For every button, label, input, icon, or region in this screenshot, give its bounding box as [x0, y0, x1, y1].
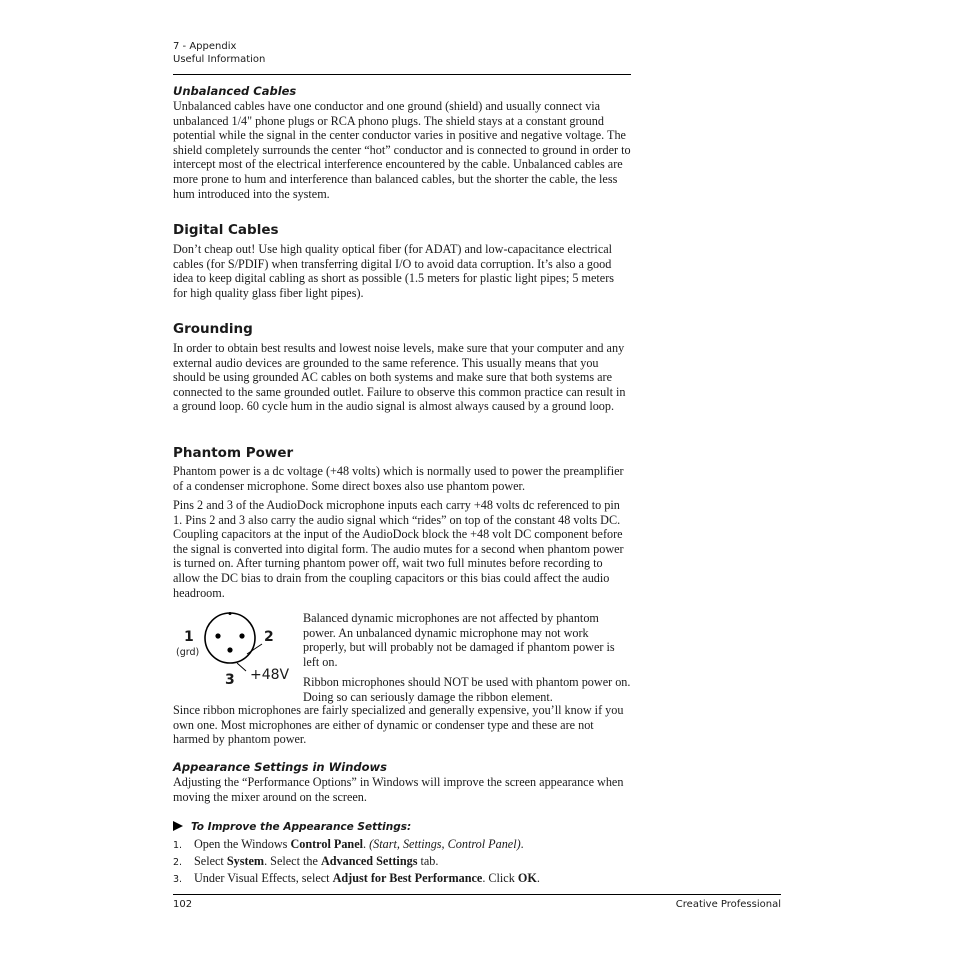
- appearance-body: Adjusting the “Performance Options” in Windows will improve the screen appearance when moving the mixer around on the screen.: [173, 775, 624, 804]
- step-italic-text: (Start, Settings, Control Panel): [369, 837, 521, 851]
- phantom-heading: Phantom Power: [173, 445, 294, 461]
- grounding-body: In order to obtain best results and lowest noise levels, make sure that your computer and any external audio devices are grounded to the same reference. This usually means that you should be using grounded AC cables on both systems and make sure that both systems are connected to the same grounded outlet. Failure to observe this common practice can result in a ground loop. 60 cycle hum in the audio signal is almost always caused by a ground loop.: [173, 341, 626, 414]
- step-bold-text: Adjust for Best Performance: [332, 871, 483, 885]
- step-text: Select: [194, 854, 227, 868]
- step-text: Open the Windows: [194, 837, 291, 851]
- list-item: [173, 871, 540, 887]
- list-item: [173, 854, 438, 870]
- procedure-heading: [173, 820, 411, 834]
- phantom-p4a: Ribbon microphones should NOT be used with phantom power on. Doing so can seriously damage the ribbon element.: [303, 675, 631, 704]
- footer-rule: [173, 894, 781, 895]
- voltage-label: +48V: [250, 667, 290, 683]
- step-number: 3.: [173, 874, 183, 885]
- step-text: Under Visual Effects, select: [194, 871, 333, 885]
- pin-3-label: 3: [225, 672, 235, 688]
- unbalanced-heading: Unbalanced Cables: [173, 84, 297, 98]
- step-bold-text: OK: [517, 871, 537, 885]
- triangle-arrow-icon: [173, 821, 183, 831]
- pin-2-label: 2: [264, 629, 274, 645]
- step-text: . Click: [482, 871, 518, 885]
- step-text: .: [536, 871, 540, 885]
- pin-1-label: 1: [184, 629, 194, 645]
- page-number: 102: [173, 899, 193, 910]
- header-rule: [173, 74, 631, 75]
- list-item: [173, 837, 524, 853]
- step-text: . Select the: [264, 854, 321, 868]
- footer-brand: Creative Professional: [675, 899, 781, 910]
- phantom-p2: Pins 2 and 3 of the AudioDock microphone inputs each carry +48 volts dc referenced to pin 1. Pins 2 and 3 also carry the audio signal which “rides” on top of the constant 48 volts DC. Coupling capacitors at the input of the AudioDock block the +48 volt DC component before the signal is converted into digital form. The audio mutes for a second when phantom power is turned on. After turning phantom power off, wait two full minutes before recording to allow the DC bias to drain from the coupling capacitors or this bias could affect the audio headroom.: [173, 498, 624, 600]
- appearance-heading: Appearance Settings in Windows: [173, 760, 387, 774]
- phantom-p1: Phantom power is a dc voltage (+48 volts) which is normally used to power the preamplifier of a condenser microphone. Some direct boxes also use phantom power.: [173, 464, 624, 493]
- section-label: Useful Information: [173, 54, 266, 65]
- step-text: tab.: [417, 854, 439, 868]
- step-number: 2.: [173, 857, 183, 868]
- step-text: .: [363, 837, 370, 851]
- grounding-heading: Grounding: [173, 321, 253, 337]
- step-bold-text: Control Panel: [290, 837, 363, 851]
- digital-heading: Digital Cables: [173, 222, 279, 238]
- procedure-title: To Improve the Appearance Settings:: [191, 821, 412, 833]
- step-number: 1.: [173, 840, 183, 851]
- step-text: .: [520, 837, 524, 851]
- phantom-p4b: Since ribbon microphones are fairly specialized and generally expensive, you’ll know if you own one. Most microphones are either of dynamic or condenser type and these are not harmed by phantom power.: [173, 703, 624, 747]
- step-bold-text: Advanced Settings: [320, 854, 418, 868]
- step-bold-text: System: [226, 854, 265, 868]
- xlr-pin-diagram: [173, 606, 303, 692]
- ground-label: (grd): [176, 647, 200, 658]
- chapter-label: 7 - Appendix: [173, 41, 237, 52]
- unbalanced-body: Unbalanced cables have one conductor and one ground (shield) and usually connect via unbalanced 1/4" phone plugs or RCA phono plugs. The shield stays at a constant ground potential while the signal in the center conductor varies in positive and negative voltage. The shield completely surrounds the center “hot” conductor and is connected to ground in order to intercept most of the electrical interference encountered by the cable. Unbalanced cables are more prone to hum and interference than balanced cables, but the shorter the cable, the less hum introduced into the system.: [173, 99, 631, 201]
- digital-body: Don’t cheap out! Use high quality optical fiber (for ADAT) and low-capacitance electrical cables (for S/PDIF) when transferring digital I/O to avoid data corruption. It’s also a good idea to keep digital cabling as short as possible (1.5 meters for plastic light pipes; 5 meters for high quality glass fiber light pipes).: [173, 242, 615, 300]
- phantom-p3: Balanced dynamic microphones are not affected by phantom power. An unbalanced dynamic microphone may not work properly, but will probably not be damaged if phantom power is left on.: [303, 611, 615, 669]
